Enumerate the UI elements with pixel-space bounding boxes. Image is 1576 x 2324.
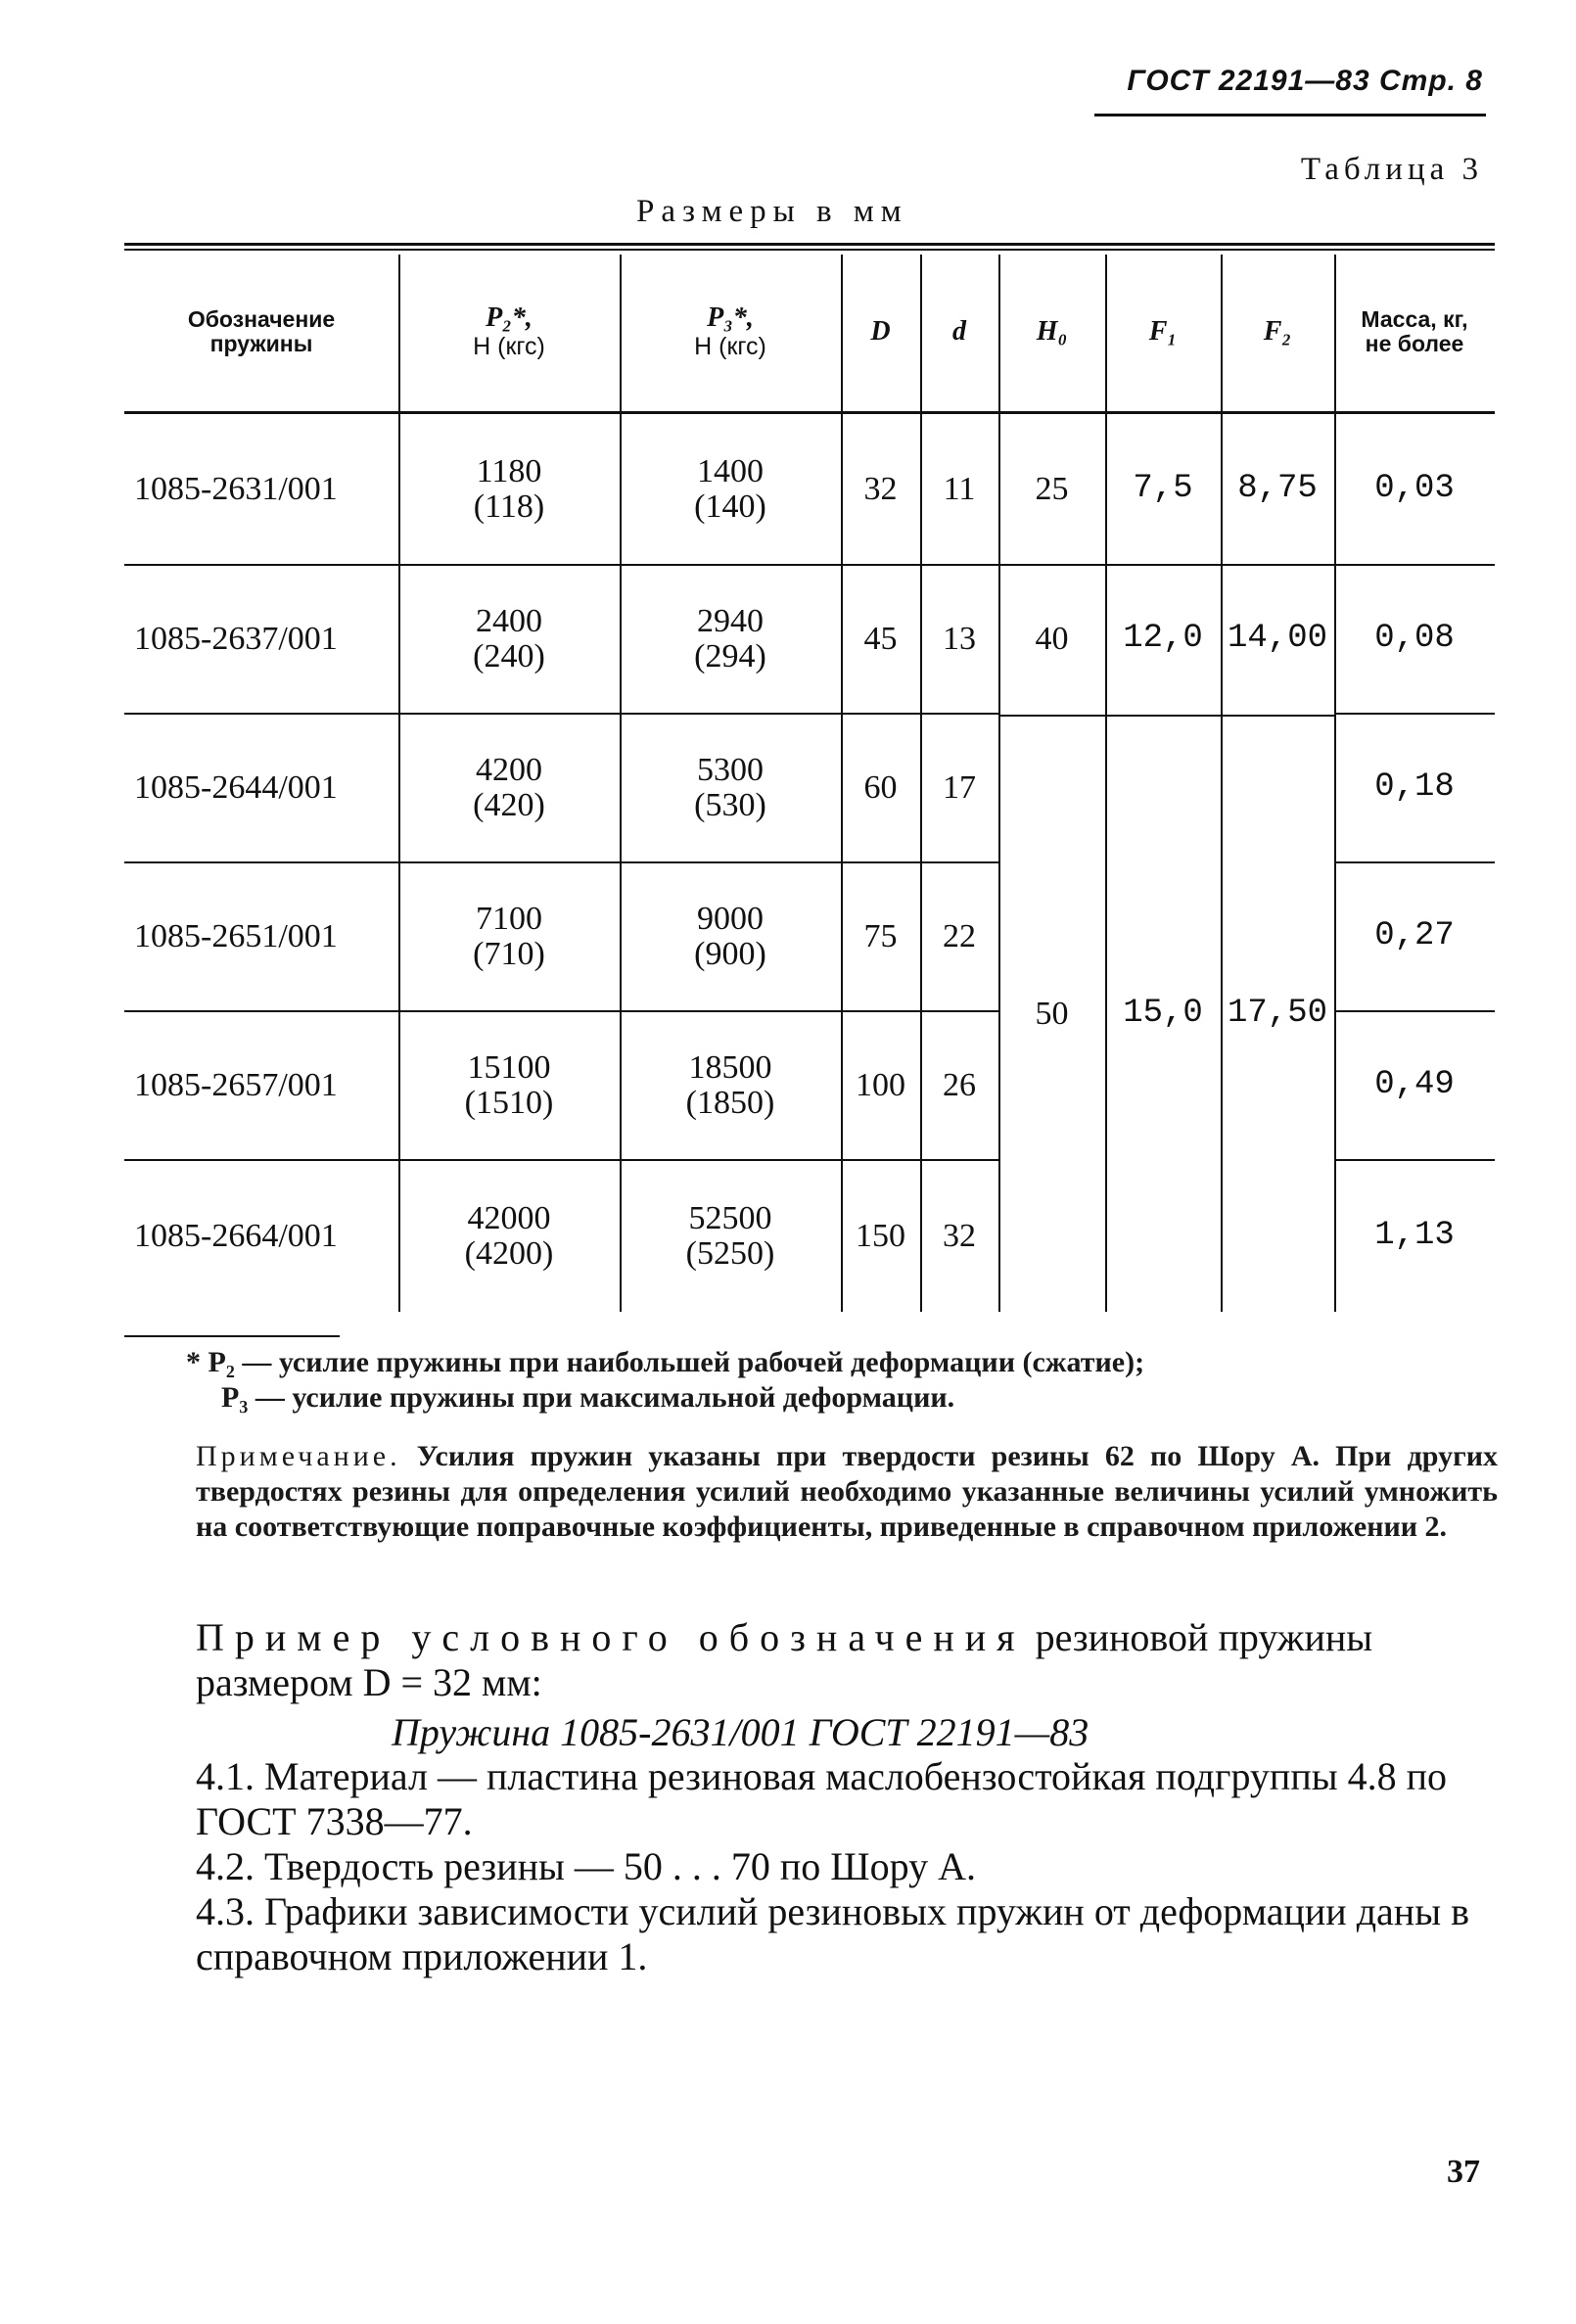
example-lead: Пример условного обозначения bbox=[196, 1615, 1026, 1659]
p2-cell: 1180 (118) bbox=[473, 453, 545, 525]
footnote-rule bbox=[124, 1335, 340, 1337]
designation-cell: 1085-2651/001 bbox=[134, 918, 338, 955]
paragraph-4-1: 4.1. Материал — пластина резиновая маслобензостойкая подгруппы 4.8 по ГОСТ 7338—77. bbox=[196, 1754, 1448, 1843]
p2-cell: 2400 (240) bbox=[473, 603, 545, 674]
p2-cell: 15100 (1510) bbox=[464, 1049, 554, 1121]
D-cell: 32 bbox=[863, 471, 898, 508]
note-paragraph bbox=[196, 1439, 1498, 1545]
designation-cell: 1085-2664/001 bbox=[134, 1218, 338, 1255]
note-text: Усилия пружин указаны при твердости резины 62 по Шору А. При других твердостях резины для определения усилий необходимо указанные величины усилий умножить на соответствующие поправочные коэффициенты, приведенные в справочном приложении 2. bbox=[196, 1440, 1498, 1543]
header-rule bbox=[1094, 114, 1486, 116]
F1-cell: 7,5 bbox=[1133, 470, 1193, 508]
D-cell: 75 bbox=[863, 918, 898, 955]
F1-merged-cell: 15,0 bbox=[1123, 995, 1203, 1033]
mass-cell: 0,03 bbox=[1374, 470, 1455, 508]
header-d: d bbox=[952, 315, 966, 347]
header-D: D bbox=[870, 315, 891, 347]
mass-cell: 0,18 bbox=[1374, 768, 1455, 807]
F2-cell: 14,00 bbox=[1227, 620, 1328, 658]
header-p3: P₃*, Н (кгс) bbox=[694, 302, 766, 360]
p3-cell: 18500 (1850) bbox=[685, 1049, 775, 1121]
mass-cell: 0,08 bbox=[1374, 620, 1455, 658]
table-top-rule bbox=[124, 243, 1495, 246]
note-lead: Примечание. bbox=[196, 1440, 401, 1472]
designation-cell: 1085-2644/001 bbox=[134, 769, 338, 807]
units-label: Размеры в мм bbox=[636, 194, 908, 229]
mass-cell: 0,49 bbox=[1374, 1066, 1455, 1104]
header-F1: F₁ bbox=[1148, 315, 1178, 347]
table-top-rule-2 bbox=[124, 249, 1495, 251]
designation-cell: 1085-2657/001 bbox=[134, 1067, 338, 1104]
page-number: 37 bbox=[1447, 2154, 1480, 2190]
p2-cell: 42000 (4200) bbox=[464, 1200, 554, 1272]
paragraph-4-2: 4.2. Твердость резины — 50 . . . 70 по Шору А. bbox=[196, 1844, 976, 1888]
header-bottom-rule bbox=[124, 411, 1495, 414]
header-F2: F₂ bbox=[1263, 315, 1292, 347]
D-cell: 45 bbox=[863, 621, 898, 658]
D-cell: 100 bbox=[856, 1067, 905, 1104]
header-H0: H₀ bbox=[1036, 315, 1068, 347]
p3-cell: 5300 (530) bbox=[694, 752, 766, 823]
d-cell: 13 bbox=[943, 621, 976, 658]
p2-cell: 7100 (710) bbox=[473, 901, 545, 972]
p2-cell: 4200 (420) bbox=[473, 752, 545, 823]
p3-cell: 9000 (900) bbox=[694, 901, 766, 972]
header-p2: P₂*, Н (кгс) bbox=[473, 302, 545, 360]
d-cell: 11 bbox=[943, 471, 976, 508]
example-paragraph bbox=[196, 1615, 1498, 1705]
designation-cell: 1085-2631/001 bbox=[134, 471, 338, 508]
paragraph-4-3: 4.3. Графики зависимости усилий резиновых пружин от деформации даны в справочном приложении 1. bbox=[196, 1889, 1469, 1978]
table-label: Таблица 3 bbox=[1300, 152, 1483, 187]
mass-cell: 0,27 bbox=[1374, 917, 1455, 955]
d-cell: 17 bbox=[943, 769, 976, 807]
D-cell: 60 bbox=[863, 769, 898, 807]
springs-table bbox=[124, 243, 1495, 1312]
H0-merged-cell: 50 bbox=[1035, 996, 1069, 1033]
running-header: ГОСТ 22191—83 Стр. 8 bbox=[1127, 65, 1483, 97]
example-designation: Пружина 1085-2631/001 ГОСТ 22191—83 bbox=[392, 1710, 1089, 1754]
p3-cell: 1400 (140) bbox=[694, 453, 766, 525]
example-rest: резиновой пружины размером D = 32 мм: bbox=[196, 1615, 1373, 1704]
header-designation: Обозначение пружины bbox=[187, 305, 336, 356]
designation-cell: 1085-2637/001 bbox=[134, 621, 338, 658]
header-mass: Масса, кг, не более bbox=[1361, 305, 1468, 356]
H0-cell: 25 bbox=[1035, 471, 1069, 508]
d-cell: 26 bbox=[943, 1067, 976, 1104]
d-cell: 32 bbox=[943, 1218, 976, 1255]
D-cell: 150 bbox=[856, 1218, 905, 1255]
F1-cell: 12,0 bbox=[1123, 620, 1203, 658]
F2-cell: 8,75 bbox=[1237, 470, 1318, 508]
mass-cell: 1,13 bbox=[1374, 1217, 1455, 1255]
footnote-p3: P₃ — усилие пружины при максимальной деформации. bbox=[221, 1381, 955, 1414]
d-cell: 22 bbox=[943, 918, 976, 955]
p3-cell: 52500 (5250) bbox=[685, 1200, 775, 1272]
p3-cell: 2940 (294) bbox=[694, 603, 766, 674]
F2-merged-cell: 17,50 bbox=[1227, 995, 1328, 1033]
footnote-p2: * P₂ — усилие пружины при наибольшей рабочей деформации (сжатие); bbox=[186, 1346, 1145, 1378]
H0-cell: 40 bbox=[1035, 621, 1069, 658]
